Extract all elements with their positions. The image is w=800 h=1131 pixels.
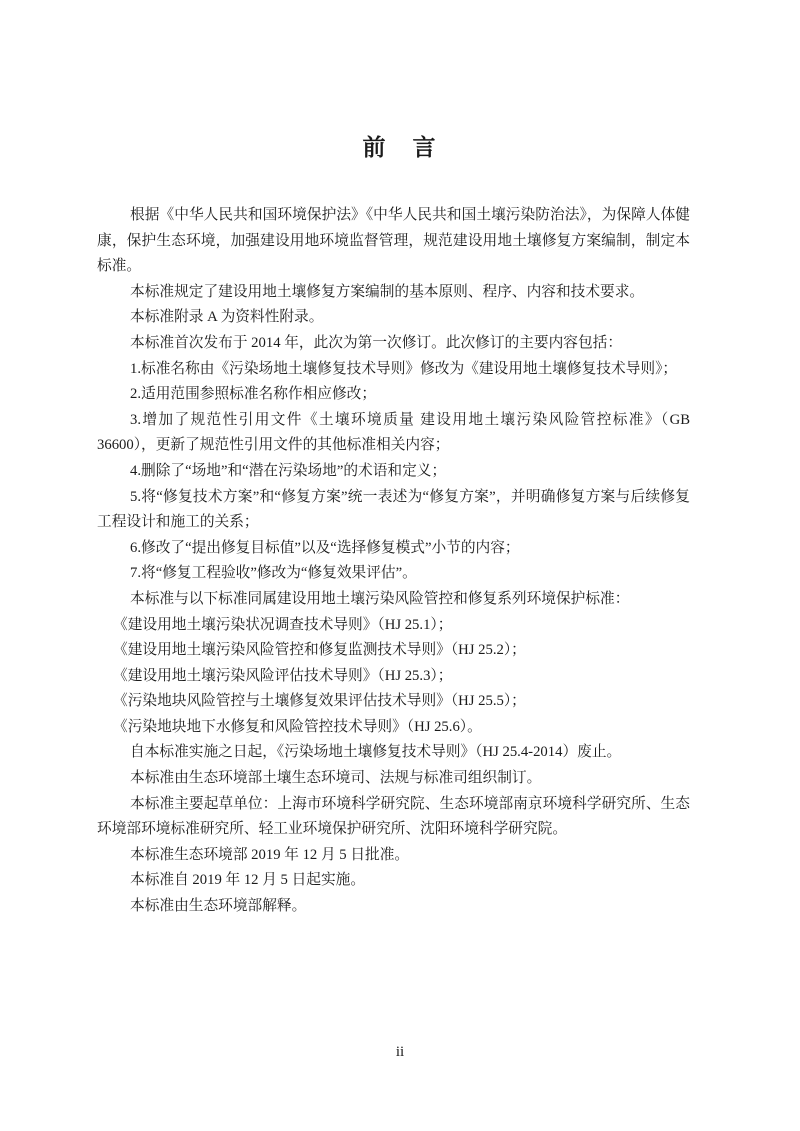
- paragraph: 自本标准实施之日起，《污染场地土壤修复技术导则》（HJ 25.4-2014）废止。: [130, 744, 622, 761]
- page-number: ii: [395, 1044, 405, 1060]
- paragraph: 4.删除了“场地”和“潜在污染场地”的术语和定义；: [130, 462, 447, 479]
- paragraph: 本标准由生态环境部土壤生态环境司、法规与标准司组织制订。: [130, 770, 542, 787]
- paragraph: 3.增加了规范性引用文件《土壤环境质量 建设用地土壤污染风险管控标准》（GB 36600），更新了规范性引用文件的其他标准相关内容；: [97, 411, 690, 454]
- paragraph: 《建设用地土壤污染风险管控和修复监测技术导则》（HJ 25.2）；: [113, 642, 526, 659]
- paragraph: 本标准首次发布于 2014 年，此次为第一次修订。此次修订的主要内容包括：: [130, 334, 623, 351]
- paragraph: 《建设用地土壤污染状况调查技术导则》（HJ 25.1）；: [113, 616, 453, 633]
- paragraph: 本标准规定了建设用地土壤修复方案编制的基本原则、程序、内容和技术要求。: [130, 283, 645, 300]
- paragraph: 1.标准名称由《污染场地土壤修复技术导则》修改为《建设用地土壤修复技术导则》；: [130, 360, 678, 377]
- paragraph: 本标准主要起草单位：上海市环境科学研究院、生态环境部南京环境科学研究所、生态环境部环境标准研究所、轻工业环境保护研究所、沈阳环境科学研究院。: [97, 795, 690, 838]
- paragraph: 本标准由生态环境部解释。: [130, 898, 307, 915]
- page-title: 前 言: [362, 135, 438, 160]
- paragraph: 7.将“修复工程验收”修改为“修复效果评估”。: [130, 565, 417, 582]
- paragraph: 6.修改了“提出修复目标值”以及“选择修复模式”小节的内容；: [130, 539, 520, 556]
- paragraph: 本标准生态环境部 2019 年 12 月 5 日批准。: [130, 846, 410, 863]
- paragraph: 《污染地块地下水修复和风险管控技术导则》（HJ 25.6）。: [113, 718, 482, 735]
- paragraph: 2.适用范围参照标准名称作相应修改；: [130, 386, 377, 403]
- paragraph: 本标准自 2019 年 12 月 5 日起实施。: [130, 872, 366, 889]
- paragraph: 《污染地块风险管控与土壤修复效果评估技术导则》（HJ 25.5）；: [113, 693, 526, 710]
- paragraph: 《建设用地土壤污染风险评估技术导则》（HJ 25.3）；: [113, 667, 453, 684]
- document-body: [97, 203, 690, 920]
- paragraph: 本标准与以下标准同属建设用地土壤污染风险管控和修复系列环境保护标准：: [130, 590, 630, 607]
- paragraph: 根据《中华人民共和国环境保护法》《中华人民共和国土壤污染防治法》，为保障人体健康，保护生态环境，加强建设用地环境监督管理，规范建设用地土壤修复方案编制，制定本标准。: [97, 207, 690, 275]
- paragraph: 本标准附录 A 为资料性附录。: [130, 309, 324, 326]
- paragraph: 5.将“修复技术方案”和“修复方案”统一表述为“修复方案”，并明确修复方案与后续修复工程设计和施工的关系；: [97, 488, 690, 531]
